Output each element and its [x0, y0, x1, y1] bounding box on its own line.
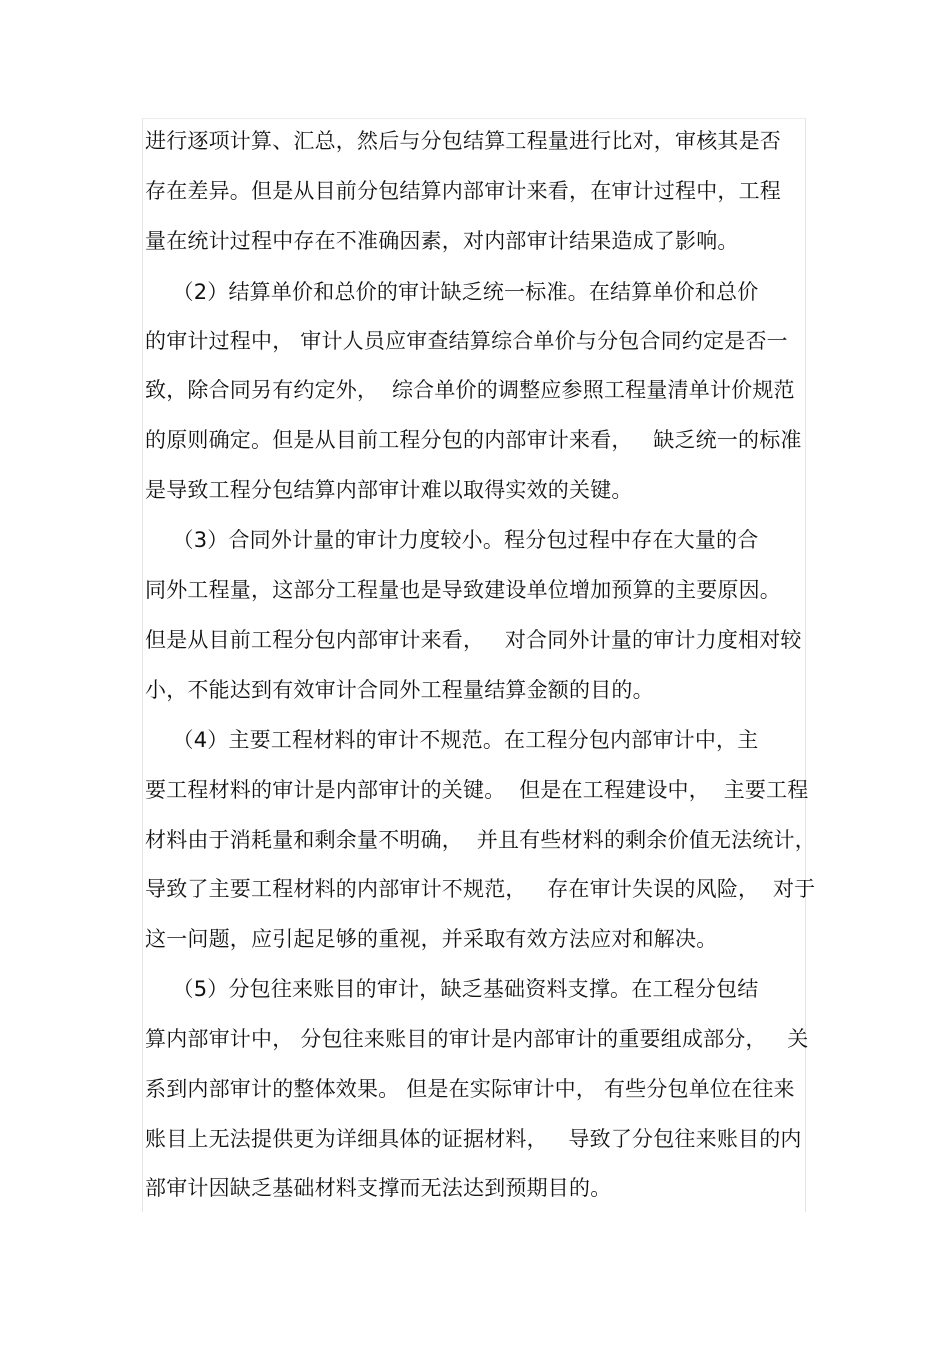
text-line: 账目上无法提供更为详细具体的证据材料， 导致了分包往来账目的内 — [145, 1127, 802, 1151]
text-line: 材料由于消耗量和剩余量不明确， 并且有些材料的剩余价值无法统计， — [145, 828, 816, 852]
text-line: 量在统计过程中存在不准确因素，对内部审计结果造成了影响。 — [145, 229, 739, 253]
text-line: 小，不能达到有效审计合同外工程量结算金额的目的。 — [145, 678, 654, 702]
paragraph-2-start: （2）结算单价和总价的审计缺乏统一标准。在结算单价和总价 — [145, 280, 759, 304]
text-line: 系到内部审计的整体效果。 但是在实际审计中， 有些分包单位在往来 — [145, 1077, 795, 1101]
text-line: 要工程材料的审计是内部审计的关键。 但是在工程建设中， 主要工程 — [145, 778, 809, 802]
text-line: 部审计因缺乏基础材料支撑而无法达到预期目的。 — [145, 1176, 612, 1200]
text-line: 致，除合同另有约定外， 综合单价的调整应参照工程量清单计价规范 — [145, 378, 795, 402]
text-line: 存在差异。但是从目前分包结算内部审计来看，在审计过程中，工程 — [145, 179, 781, 203]
text-line: 进行逐项计算、汇总，然后与分包结算工程量进行比对，审核其是否 — [145, 129, 781, 153]
text-line: 但是从目前工程分包内部审计来看， 对合同外计量的审计力度相对较 — [145, 628, 802, 652]
text-line: 这一问题，应引起足够的重视，并采取有效方法应对和解决。 — [145, 927, 718, 951]
paragraph-4-start: （4）主要工程材料的审计不规范。在工程分包内部审计中，主 — [145, 728, 759, 752]
text-line: 算内部审计中， 分包往来账目的审计是内部审计的重要组成部分， 关 — [145, 1027, 809, 1051]
text-line: 导致了主要工程材料的内部审计不规范， 存在审计失误的风险， 对于 — [145, 877, 816, 901]
paragraph-3-start: （3）合同外计量的审计力度较小。程分包过程中存在大量的合 — [145, 528, 759, 552]
text-line: 的原则确定。但是从目前工程分包的内部审计来看， 缺乏统一的标准 — [145, 428, 802, 452]
text-line: 同外工程量，这部分工程量也是导致建设单位增加预算的主要原因。 — [145, 578, 781, 602]
text-line: 的审计过程中， 审计人员应审查结算综合单价与分包合同约定是否一 — [145, 329, 788, 353]
paragraph-5-start: （5）分包往来账目的审计，缺乏基础资料支撑。在工程分包结 — [145, 977, 759, 1001]
text-line: 是导致工程分包结算内部审计难以取得实效的关键。 — [145, 478, 633, 502]
